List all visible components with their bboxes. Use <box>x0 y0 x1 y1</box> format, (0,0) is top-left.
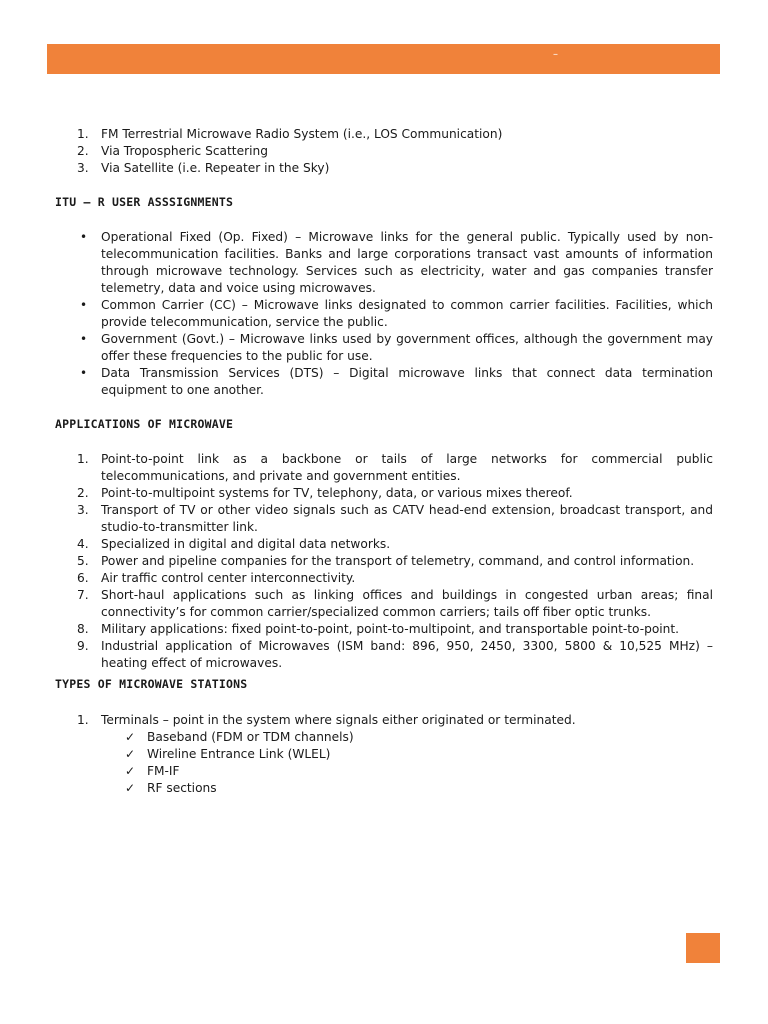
list-item: • Data Transmission Services (DTS) – Digital microwave links that connect data termination equipment to one another. <box>80 366 713 397</box>
page-content <box>55 126 713 797</box>
list-item: • Government (Govt.) – Microwave links used by government offices, although the government may offer these frequencies to the public for use. <box>80 332 713 363</box>
itu-list <box>55 229 713 399</box>
methods-list <box>55 126 713 177</box>
list-item: 9. Industrial application of Microwaves (ISM band: 896, 950, 2450, 3300, 5800 & 10,525 MHz) – heating effect of microwaves. <box>77 639 713 670</box>
check-icon: ✓ <box>125 781 136 795</box>
stations-heading: TYPES OF MICROWAVE STATIONS <box>55 677 248 691</box>
list-item: 6. Air traffic control center interconnectivity. <box>77 571 356 585</box>
list-item: 5. Power and pipeline companies for the transport of telemetry, command, and control information. <box>77 554 695 568</box>
list-item: 1. FM Terrestrial Microwave Radio System (i.e., LOS Communication) <box>77 127 503 141</box>
list-item: 1. Point-to-point link as a backbone or tails of large networks for commercial public telecommunications, and private and government entities. <box>77 452 713 483</box>
list-item: ✓ Wireline Entrance Link (WLEL) <box>125 747 331 761</box>
stations-list <box>55 712 713 729</box>
list-item: 1. Terminals – point in the system where signals either originated or terminated. <box>77 713 576 727</box>
list-item: 3. Transport of TV or other video signals such as CATV head-end extension, broadcast transport, and studio-to-transmitter link. <box>77 503 713 534</box>
check-icon: ✓ <box>125 730 136 744</box>
list-item: ✓ RF sections <box>125 781 217 795</box>
check-icon: ✓ <box>125 747 136 761</box>
header-mark: – <box>553 49 558 60</box>
station-components-list <box>101 729 713 797</box>
list-item: • Operational Fixed (Op. Fixed) – Microwave links for the general public. Typically used by non-telecommunication facilities. Banks and large corporations transact vast amounts of information through microwave technology. Services such as electricity, water and gas companies transfer telemetry, data and voice using microwaves. <box>80 230 713 295</box>
list-item: 8. Military applications: fixed point-to-point, point-to-multipoint, and transportable point-to-point. <box>77 622 680 636</box>
list-item: 2. Point-to-multipoint systems for TV, telephony, data, or various mixes thereof. <box>77 486 573 500</box>
check-icon: ✓ <box>125 764 136 778</box>
list-item: ✓ FM-IF <box>125 764 180 778</box>
header-bar <box>47 44 720 74</box>
itu-heading: ITU – R USER ASSSIGNMENTS <box>55 195 234 209</box>
applications-list <box>55 451 713 672</box>
list-item: 2. Via Tropospheric Scattering <box>77 144 268 158</box>
list-item: 3. Via Satellite (i.e. Repeater in the Sky) <box>77 161 330 175</box>
page-number-box <box>686 933 720 963</box>
list-item: ✓ Baseband (FDM or TDM channels) <box>125 730 354 744</box>
list-item: • Common Carrier (CC) – Microwave links designated to common carrier facilities. Facilities, which provide telecommunication, service the public. <box>80 298 713 329</box>
applications-heading: APPLICATIONS OF MICROWAVE <box>55 417 234 431</box>
list-item: 4. Specialized in digital and digital data networks. <box>77 537 391 551</box>
list-item: 7. Short-haul applications such as linking offices and buildings in congested urban areas; final connectivity’s for common carrier/specialized common carriers; tails off fiber optic trunks. <box>77 588 713 619</box>
